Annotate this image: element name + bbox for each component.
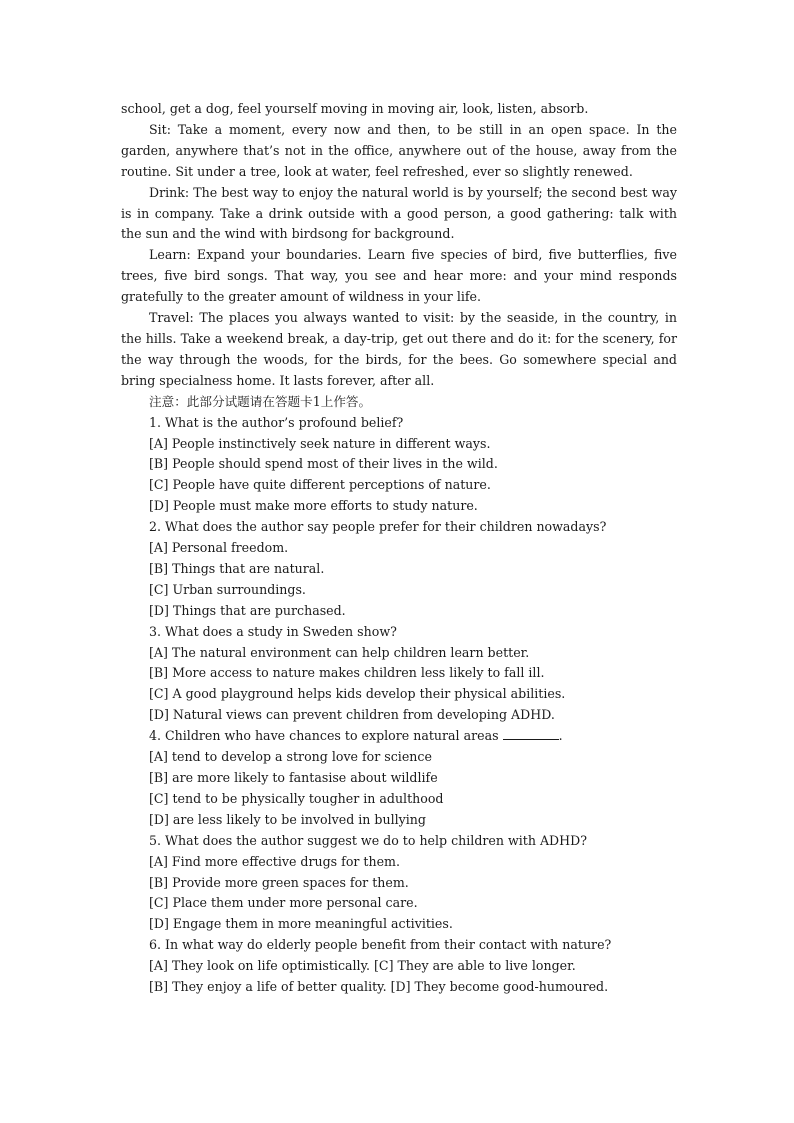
question-4-option-c: [C] tend to be physically tougher in adulthood <box>149 790 444 806</box>
question-1-option-d: [D] People must make more efforts to study nature. <box>149 498 478 514</box>
question-3-option-c: [C] A good playground helps kids develop their physical abilities. <box>149 686 566 702</box>
paragraph-drink: Drink: The best way to enjoy the natural world is by yourself; the second best way is in company. Take a drink outside with a good person, a good gathering: talk with the sun and the wind with birdsong for background. <box>121 184 677 242</box>
question-2-option-c: [C] Urban surroundings. <box>149 581 306 597</box>
question-2-option-a: [A] Personal freedom. <box>149 540 289 556</box>
question-4-option-b: [B] are more likely to fantasise about wildlife <box>149 770 438 785</box>
question-2-option-d: [D] Things that are purchased. <box>149 602 346 618</box>
question-1-option-c: [C] People have quite different perceptions of nature. <box>149 477 491 493</box>
question-3-option-d: [D] Natural views can prevent children from developing ADHD. <box>149 707 555 723</box>
question-3-option-b: [B] More access to nature makes children less likely to fall ill. <box>149 665 545 681</box>
paragraph-continuation: school, get a dog, feel yourself moving in moving air, look, listen, absorb. <box>121 101 589 116</box>
question-4-option-d: [D] are less likely to be involved in bullying <box>149 811 426 827</box>
question-6-stem: 6. In what way do elderly people benefit from their contact with nature? <box>149 937 612 953</box>
question-5-option-c: [C] Place them under more personal care. <box>149 895 418 911</box>
answer-blank <box>503 727 559 740</box>
question-4-stem-end: . <box>558 728 563 744</box>
paragraph-sit: Sit: Take a moment, every now and then, to be still in an open space. In the garden, anywhere that’s not in the office, anywhere out of the house, away from the routine. Sit under a tree, look at water, feel refreshed, ever so slightly renewed. <box>121 121 677 179</box>
question-5-option-a: [A] Find more effective drugs for them. <box>149 853 400 869</box>
answer-sheet-note: 注意：此部分试题请在答题卡1上作答。 <box>149 393 372 409</box>
question-5-option-d: [D] Engage them in more meaningful activities. <box>149 916 453 932</box>
question-4-option-a: [A] tend to develop a strong love for science <box>149 749 432 765</box>
paragraph-learn: Learn: Expand your boundaries. Learn five species of bird, five butterflies, five trees, five bird songs. That way, you see and hear more: and your mind responds gratefully to the greater amount of wildness in your life. <box>121 247 677 305</box>
question-6-options-a-c: [A] They look on life optimistically. [C] They are able to live longer. <box>149 958 576 974</box>
question-6-options-b-d: [B] They enjoy a life of better quality. [D] They become good-humoured. <box>149 979 609 995</box>
question-5-option-b: [B] Provide more green spaces for them. <box>149 874 409 890</box>
question-2-option-b: [B] Things that are natural. <box>149 560 325 576</box>
question-3-stem: 3. What does a study in Sweden show? <box>149 623 397 639</box>
question-5-stem: 5. What does the author suggest we do to help children with ADHD? <box>149 832 587 848</box>
paragraph-travel: Travel: The places you always wanted to visit: by the seaside, in the country, in the hills. Take a weekend break, a day-trip, get out there and do it: for the scenery, for the way through the woods, for the birds, for the bees. Go somewhere special and bring specialness home. It lasts forever, after all. <box>121 310 677 388</box>
question-4-stem <box>121 726 677 747</box>
question-4-stem-text: 4. Children who have chances to explore natural areas <box>149 728 503 744</box>
question-3-option-a: [A] The natural environment can help children learn better. <box>149 644 530 660</box>
question-2-stem: 2. What does the author say people prefer for their children nowadays? <box>149 519 607 535</box>
question-1-option-a: [A] People instinctively seek nature in different ways. <box>149 435 491 451</box>
question-1-option-b: [B] People should spend most of their lives in the wild. <box>149 456 498 472</box>
document-page <box>121 99 677 998</box>
question-1-stem: 1. What is the author’s profound belief? <box>149 414 404 430</box>
